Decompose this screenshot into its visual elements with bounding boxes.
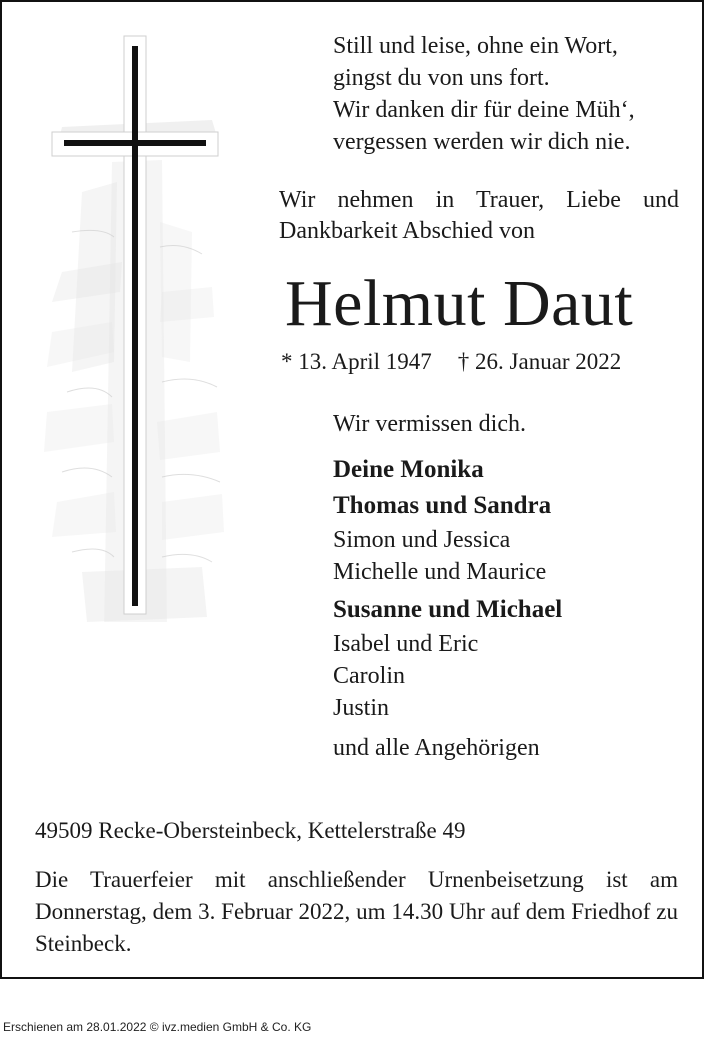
family-member: Isabel und Eric [333, 631, 479, 657]
family-group-name: Susanne und Michael [333, 596, 563, 623]
poem-line: Wir danken dir für deine Müh‘, [333, 97, 635, 123]
birth-date: * 13. April 1947 [281, 349, 432, 374]
miss-line: Wir vermissen dich. [333, 411, 526, 437]
address: 49509 Recke-Obersteinbeck, Kettelerstraße 49 [35, 818, 466, 843]
family-member: Michelle und Maurice [333, 559, 547, 585]
family-group-name: Deine Monika [333, 456, 484, 483]
family-signatures [333, 408, 693, 764]
family-closing: und alle Angehörigen [333, 735, 540, 761]
intro-text: Wir nehmen in Trauer, Liebe und Dankbarkeit Abschied von [279, 187, 679, 244]
family-group-name: Thomas und Sandra [333, 492, 552, 519]
poem [333, 30, 693, 158]
ceremony-info: Die Trauerfeier mit anschließender Urnenbeisetzung ist am Donnerstag, dem 3. Februar 2022, um 14.30 Uhr auf dem Friedhof zu Steinbeck. [35, 867, 678, 956]
life-dates [281, 347, 681, 377]
deceased-name: Helmut Daut [285, 267, 634, 340]
family-member: Justin [333, 695, 390, 721]
family-member: Simon und Jessica [333, 527, 511, 553]
publication-footer: Erschienen am 28.01.2022 © ivz.medien GmbH & Co. KG [3, 1020, 312, 1034]
poem-line: Still und leise, ohne ein Wort, [333, 33, 618, 59]
death-date: † 26. Januar 2022 [457, 349, 622, 374]
cross-icon [42, 32, 232, 622]
family-member: Carolin [333, 663, 405, 689]
poem-line: gingst du von uns fort. [333, 65, 550, 91]
poem-line: vergessen werden wir dich nie. [333, 129, 631, 155]
